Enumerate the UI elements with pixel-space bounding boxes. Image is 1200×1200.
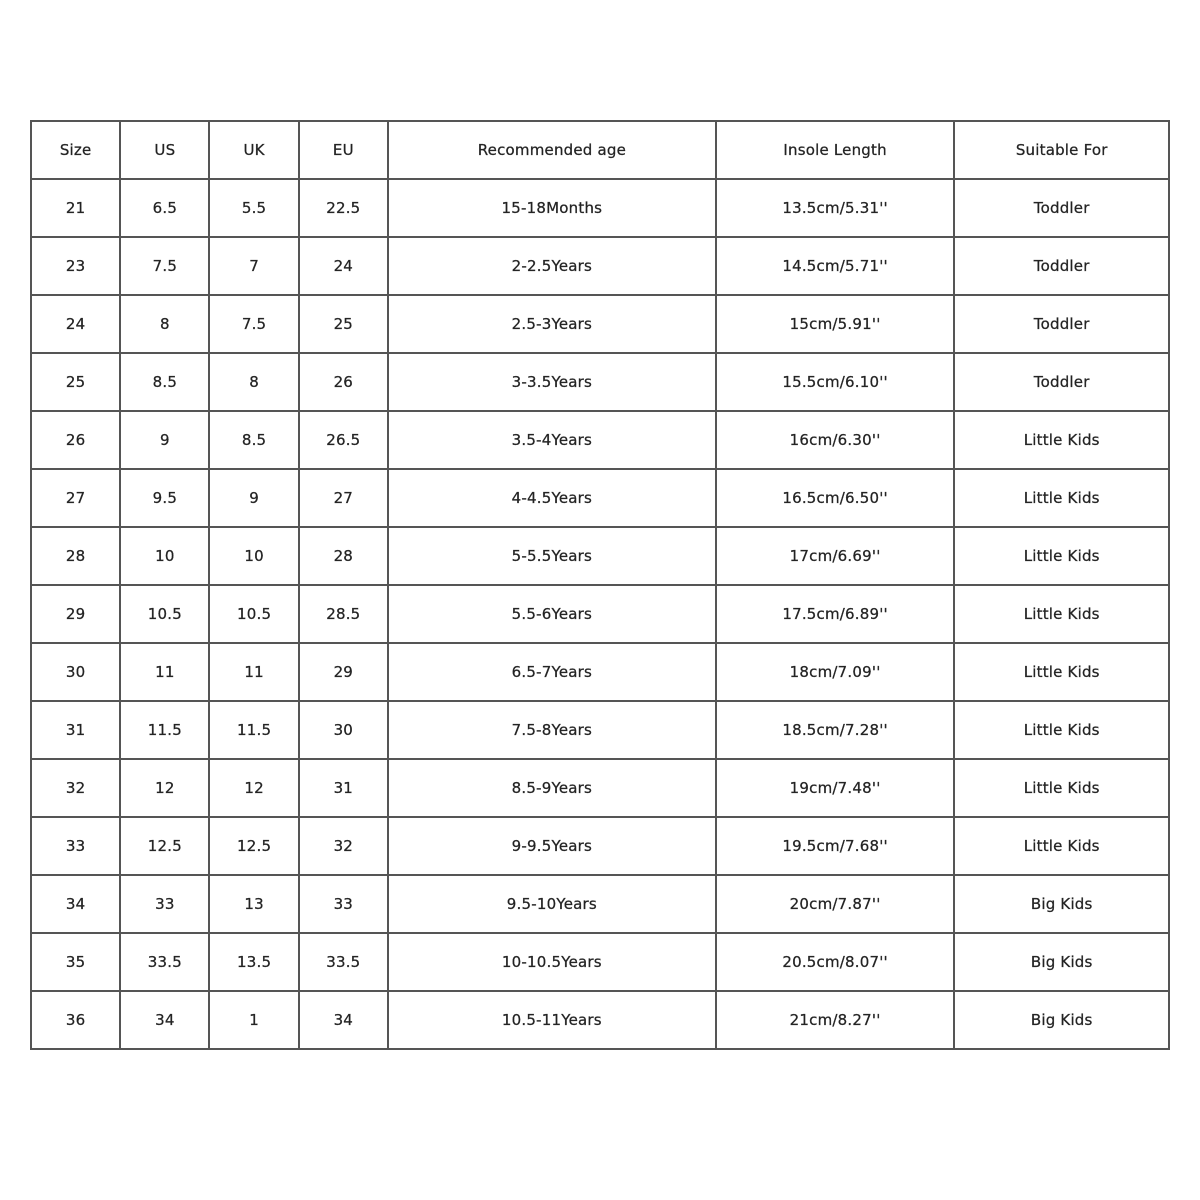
- cell-recommended-age: 2.5-3Years: [388, 295, 716, 353]
- cell-size: 30: [31, 643, 120, 701]
- table-row: [31, 527, 1169, 585]
- cell-size: 33: [31, 817, 120, 875]
- cell-size: 26: [31, 411, 120, 469]
- header-row: [31, 121, 1169, 179]
- cell-eu: 32: [299, 817, 388, 875]
- cell-insole-length: 15cm/5.91'': [716, 295, 955, 353]
- table-row: [31, 411, 1169, 469]
- cell-size: 25: [31, 353, 120, 411]
- cell-eu: 28.5: [299, 585, 388, 643]
- cell-us: 34: [120, 991, 209, 1049]
- cell-insole-length: 18.5cm/7.28'': [716, 701, 955, 759]
- cell-insole-length: 16.5cm/6.50'': [716, 469, 955, 527]
- cell-suitable-for: Little Kids: [954, 527, 1169, 585]
- cell-us: 8: [120, 295, 209, 353]
- table-row: [31, 701, 1169, 759]
- size-chart-table: [30, 120, 1170, 1050]
- cell-uk: 10: [209, 527, 298, 585]
- cell-us: 12: [120, 759, 209, 817]
- cell-eu: 34: [299, 991, 388, 1049]
- cell-uk: 12.5: [209, 817, 298, 875]
- table-row: [31, 643, 1169, 701]
- cell-eu: 25: [299, 295, 388, 353]
- table-row: [31, 991, 1169, 1049]
- cell-insole-length: 13.5cm/5.31'': [716, 179, 955, 237]
- cell-uk: 12: [209, 759, 298, 817]
- cell-suitable-for: Big Kids: [954, 933, 1169, 991]
- cell-recommended-age: 10.5-11Years: [388, 991, 716, 1049]
- cell-size: 28: [31, 527, 120, 585]
- cell-recommended-age: 9-9.5Years: [388, 817, 716, 875]
- cell-insole-length: 17cm/6.69'': [716, 527, 955, 585]
- cell-insole-length: 14.5cm/5.71'': [716, 237, 955, 295]
- table-row: [31, 759, 1169, 817]
- table-row: [31, 875, 1169, 933]
- cell-recommended-age: 4-4.5Years: [388, 469, 716, 527]
- cell-eu: 26.5: [299, 411, 388, 469]
- cell-size: 34: [31, 875, 120, 933]
- cell-size: 21: [31, 179, 120, 237]
- header-size: Size: [31, 121, 120, 179]
- cell-recommended-age: 5.5-6Years: [388, 585, 716, 643]
- table-row: [31, 933, 1169, 991]
- cell-recommended-age: 3-3.5Years: [388, 353, 716, 411]
- cell-eu: 33: [299, 875, 388, 933]
- cell-recommended-age: 2-2.5Years: [388, 237, 716, 295]
- cell-eu: 22.5: [299, 179, 388, 237]
- cell-recommended-age: 3.5-4Years: [388, 411, 716, 469]
- table-row: [31, 353, 1169, 411]
- cell-suitable-for: Little Kids: [954, 817, 1169, 875]
- cell-us: 8.5: [120, 353, 209, 411]
- cell-uk: 7.5: [209, 295, 298, 353]
- cell-insole-length: 18cm/7.09'': [716, 643, 955, 701]
- cell-insole-length: 15.5cm/6.10'': [716, 353, 955, 411]
- table-row: [31, 817, 1169, 875]
- cell-size: 31: [31, 701, 120, 759]
- cell-us: 12.5: [120, 817, 209, 875]
- cell-suitable-for: Little Kids: [954, 585, 1169, 643]
- cell-eu: 33.5: [299, 933, 388, 991]
- cell-size: 24: [31, 295, 120, 353]
- table-row: [31, 585, 1169, 643]
- cell-recommended-age: 10-10.5Years: [388, 933, 716, 991]
- cell-insole-length: 19cm/7.48'': [716, 759, 955, 817]
- cell-uk: 8.5: [209, 411, 298, 469]
- cell-uk: 5.5: [209, 179, 298, 237]
- cell-eu: 27: [299, 469, 388, 527]
- cell-eu: 28: [299, 527, 388, 585]
- cell-eu: 26: [299, 353, 388, 411]
- cell-insole-length: 16cm/6.30'': [716, 411, 955, 469]
- table-row: [31, 469, 1169, 527]
- cell-uk: 9: [209, 469, 298, 527]
- size-chart-body: [31, 179, 1169, 1049]
- cell-suitable-for: Little Kids: [954, 411, 1169, 469]
- cell-uk: 13: [209, 875, 298, 933]
- cell-us: 10.5: [120, 585, 209, 643]
- cell-recommended-age: 8.5-9Years: [388, 759, 716, 817]
- cell-insole-length: 20.5cm/8.07'': [716, 933, 955, 991]
- cell-uk: 11.5: [209, 701, 298, 759]
- cell-size: 32: [31, 759, 120, 817]
- header-insole-length: Insole Length: [716, 121, 955, 179]
- cell-eu: 24: [299, 237, 388, 295]
- cell-recommended-age: 5-5.5Years: [388, 527, 716, 585]
- header-eu: EU: [299, 121, 388, 179]
- cell-eu: 30: [299, 701, 388, 759]
- cell-recommended-age: 9.5-10Years: [388, 875, 716, 933]
- cell-uk: 8: [209, 353, 298, 411]
- cell-uk: 7: [209, 237, 298, 295]
- cell-size: 29: [31, 585, 120, 643]
- cell-suitable-for: Toddler: [954, 353, 1169, 411]
- cell-insole-length: 17.5cm/6.89'': [716, 585, 955, 643]
- cell-suitable-for: Little Kids: [954, 759, 1169, 817]
- cell-uk: 1: [209, 991, 298, 1049]
- cell-insole-length: 19.5cm/7.68'': [716, 817, 955, 875]
- cell-recommended-age: 6.5-7Years: [388, 643, 716, 701]
- header-recommended-age: Recommended age: [388, 121, 716, 179]
- cell-suitable-for: Little Kids: [954, 469, 1169, 527]
- header-suitable-for: Suitable For: [954, 121, 1169, 179]
- cell-us: 11: [120, 643, 209, 701]
- cell-us: 7.5: [120, 237, 209, 295]
- table-row: [31, 237, 1169, 295]
- cell-us: 9.5: [120, 469, 209, 527]
- cell-suitable-for: Toddler: [954, 295, 1169, 353]
- table-row: [31, 295, 1169, 353]
- cell-us: 10: [120, 527, 209, 585]
- cell-size: 36: [31, 991, 120, 1049]
- cell-recommended-age: 15-18Months: [388, 179, 716, 237]
- cell-us: 33: [120, 875, 209, 933]
- cell-suitable-for: Toddler: [954, 237, 1169, 295]
- cell-uk: 13.5: [209, 933, 298, 991]
- header-uk: UK: [209, 121, 298, 179]
- cell-insole-length: 21cm/8.27'': [716, 991, 955, 1049]
- cell-insole-length: 20cm/7.87'': [716, 875, 955, 933]
- cell-suitable-for: Big Kids: [954, 991, 1169, 1049]
- cell-us: 6.5: [120, 179, 209, 237]
- header-us: US: [120, 121, 209, 179]
- cell-suitable-for: Little Kids: [954, 701, 1169, 759]
- cell-recommended-age: 7.5-8Years: [388, 701, 716, 759]
- cell-suitable-for: Little Kids: [954, 643, 1169, 701]
- cell-eu: 31: [299, 759, 388, 817]
- cell-suitable-for: Big Kids: [954, 875, 1169, 933]
- cell-size: 27: [31, 469, 120, 527]
- table-row: [31, 179, 1169, 237]
- cell-size: 35: [31, 933, 120, 991]
- cell-us: 9: [120, 411, 209, 469]
- cell-uk: 10.5: [209, 585, 298, 643]
- cell-eu: 29: [299, 643, 388, 701]
- cell-us: 11.5: [120, 701, 209, 759]
- cell-suitable-for: Toddler: [954, 179, 1169, 237]
- cell-us: 33.5: [120, 933, 209, 991]
- cell-uk: 11: [209, 643, 298, 701]
- cell-size: 23: [31, 237, 120, 295]
